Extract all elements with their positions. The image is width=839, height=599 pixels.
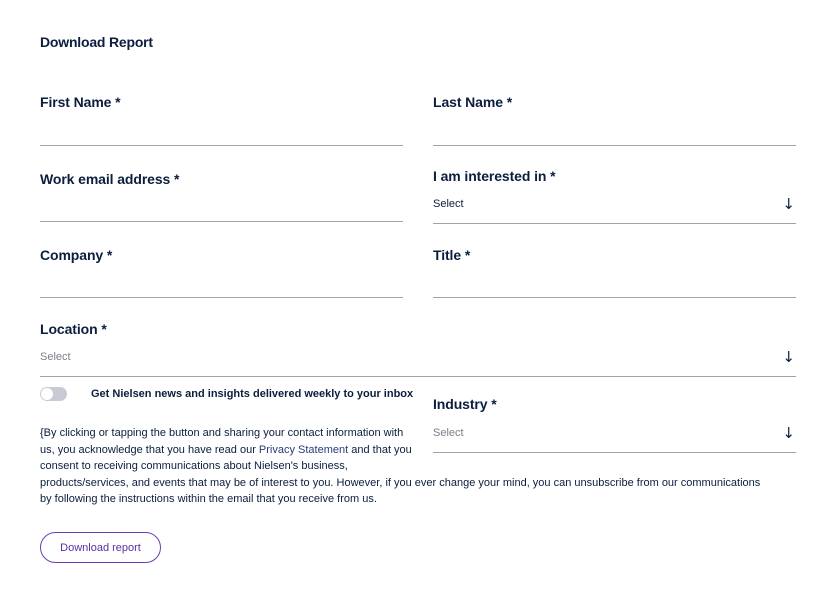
industry-select[interactable]	[433, 424, 795, 442]
arrow-down-icon: ↓	[782, 194, 795, 213]
first-name-label: First Name *	[40, 94, 121, 110]
last-name-underline	[433, 145, 796, 146]
last-name-input[interactable]	[433, 122, 795, 142]
toggle-knob	[41, 388, 53, 400]
consent-line-3: consent to receiving communications about Nielsen's business,	[40, 460, 348, 472]
download-report-button[interactable]: Download report	[40, 532, 161, 563]
arrow-down-icon: ↓	[782, 423, 795, 442]
consent-line-2	[40, 442, 412, 459]
interested-in-underline	[433, 223, 796, 224]
consent-line-5: by following the instructions within the email that you receive from us.	[40, 493, 377, 505]
interested-in-select[interactable]	[433, 195, 795, 213]
title-underline	[433, 297, 796, 298]
work-email-label: Work email address *	[40, 171, 180, 187]
newsletter-toggle[interactable]	[40, 387, 67, 401]
privacy-statement-link[interactable]: Privacy Statement	[258, 444, 349, 456]
interested-in-label: I am interested in *	[433, 168, 556, 184]
industry-underline	[433, 452, 796, 453]
work-email-underline	[40, 221, 403, 222]
last-name-label: Last Name *	[433, 94, 513, 110]
arrow-down-icon: ↓	[782, 347, 795, 366]
first-name-input[interactable]	[40, 122, 402, 142]
title-label: Title *	[433, 247, 471, 263]
first-name-underline	[40, 145, 403, 146]
consent-line-1: {By clicking or tapping the button and sharing your contact information with	[40, 427, 404, 439]
location-underline	[40, 376, 796, 377]
location-select[interactable]	[40, 348, 795, 366]
form-heading: Download Report	[40, 34, 153, 50]
company-input[interactable]	[40, 274, 402, 294]
consent-text-before-link: us, you acknowledge that you have read our	[40, 444, 259, 456]
title-input[interactable]	[433, 274, 795, 294]
work-email-input[interactable]	[40, 198, 402, 218]
company-label: Company *	[40, 247, 113, 263]
location-value: Select	[40, 351, 71, 363]
industry-value: Select	[433, 427, 464, 439]
newsletter-toggle-label: Get Nielsen news and insights delivered weekly to your inbox	[91, 388, 414, 400]
location-label: Location *	[40, 321, 107, 337]
company-underline	[40, 297, 403, 298]
consent-text-after-link: and that you	[348, 444, 412, 456]
industry-label: Industry *	[433, 396, 497, 412]
consent-line-4: products/services, and events that may be of interest to you. However, if you ever change your mind, you can unsubscribe from our communications	[40, 477, 761, 489]
interested-in-value: Select	[433, 198, 464, 210]
